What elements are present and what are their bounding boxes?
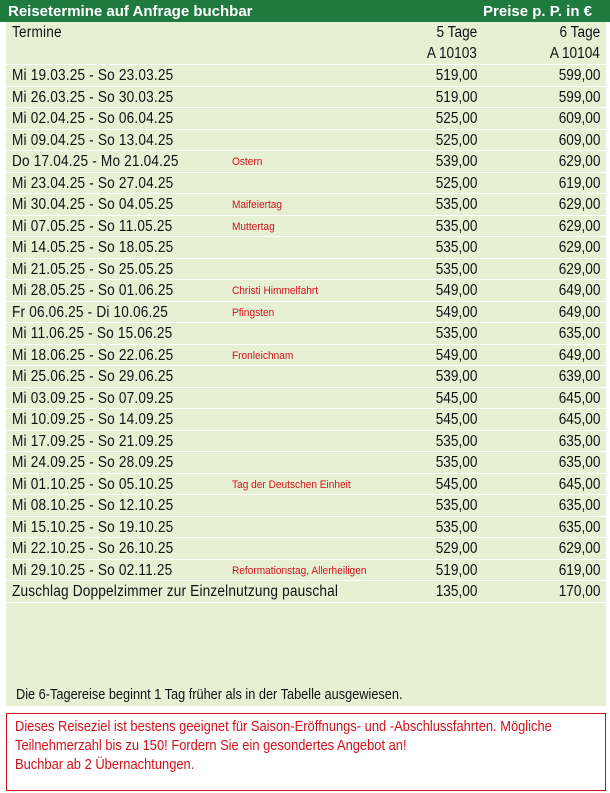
row-date-range: Mi 17.09.25 - So 21.09.25	[12, 432, 174, 450]
row-price-6-days: 629,00	[558, 239, 600, 256]
table-row	[6, 130, 606, 152]
row-price-6-days: 609,00	[558, 131, 600, 149]
row-price-5-days: 535,00	[435, 454, 477, 471]
row-price-5-days: 525,00	[435, 174, 477, 192]
row-price-5-days: 545,00	[435, 475, 477, 493]
row-date-range: Mi 08.10.25 - So 12.10.25	[12, 497, 174, 514]
row-date-range: Mi 22.10.25 - So 26.10.25	[12, 540, 174, 557]
row-price-6-days: 645,00	[558, 475, 600, 493]
table-header-bar	[0, 0, 610, 22]
row-price-6-days: 170,00	[558, 583, 600, 600]
row-date-range: Mi 11.06.25 - So 15.06.25	[12, 325, 173, 342]
row-price-6-days: 599,00	[558, 67, 600, 84]
row-price-5-days: 549,00	[435, 282, 477, 299]
table-row	[6, 194, 606, 216]
column-header-6-days: 6 Tage	[559, 24, 600, 41]
row-date-range: Mi 02.04.25 - So 06.04.25	[12, 110, 174, 127]
row-date-range: Mi 29.10.25 - So 02.11.25	[12, 561, 173, 579]
table-row	[6, 323, 606, 345]
row-price-5-days: 549,00	[435, 346, 477, 364]
row-price-5-days: 535,00	[435, 518, 477, 536]
row-holiday-note: Reformationstag, Allerheiligen	[232, 564, 367, 577]
row-holiday-note: Maifeiertag	[232, 199, 283, 211]
row-price-6-days: 629,00	[558, 196, 600, 213]
notice-line-3: Buchbar ab 2 Übernachtungen.	[15, 756, 195, 773]
table-row	[6, 173, 606, 195]
row-holiday-note: Muttertag	[232, 220, 275, 233]
notice-box	[6, 713, 606, 791]
row-price-5-days: 549,00	[435, 303, 477, 321]
row-price-6-days: 635,00	[558, 325, 600, 342]
row-price-6-days: 635,00	[558, 432, 600, 450]
row-date-range: Mi 03.09.25 - So 07.09.25	[12, 389, 174, 407]
notice-line-1: Dieses Reiseziel ist bestens geeignet für Saison-Eröffnungs- und -Abschlussfahrten. Mögliche	[15, 718, 552, 735]
table-row	[6, 452, 606, 474]
row-price-6-days: 649,00	[558, 303, 600, 321]
row-date-range: Do 17.04.25 - Mo 21.04.25	[12, 153, 179, 170]
row-date-range: Mi 23.04.25 - So 27.04.25	[12, 174, 174, 192]
column-header-5-days: 5 Tage	[436, 24, 477, 41]
row-holiday-note: Tag der Deutschen Einheit	[232, 478, 351, 491]
row-price-5-days: 135,00	[435, 583, 477, 600]
row-price-5-days: 519,00	[435, 88, 477, 106]
row-price-6-days: 609,00	[558, 110, 600, 127]
row-date-range: Mi 15.10.25 - So 19.10.25	[12, 518, 174, 536]
row-price-5-days: 519,00	[435, 561, 477, 579]
column-header-dates: Termine	[12, 24, 62, 41]
notice-line-2: Teilnehmerzahl bis zu 150! Fordern Sie ein gesondertes Angebot an!	[15, 737, 407, 754]
table-row	[6, 366, 606, 388]
row-price-5-days: 539,00	[435, 153, 477, 170]
row-price-5-days: 519,00	[435, 67, 477, 84]
row-price-5-days: 535,00	[435, 239, 477, 256]
row-price-5-days: 535,00	[435, 196, 477, 213]
table-row	[6, 581, 606, 603]
row-date-range: Fr 06.06.25 - Di 10.06.25	[12, 303, 169, 321]
table-row	[6, 431, 606, 453]
row-price-5-days: 545,00	[435, 411, 477, 428]
row-date-range: Mi 25.06.25 - So 29.06.25	[12, 368, 174, 385]
row-price-6-days: 649,00	[558, 346, 600, 364]
row-date-range: Mi 14.05.25 - So 18.05.25	[12, 239, 174, 256]
table-row	[6, 65, 606, 87]
row-date-range: Mi 10.09.25 - So 14.09.25	[12, 411, 174, 428]
header-price-label: Preise p. P. in €	[483, 2, 592, 20]
row-price-6-days: 645,00	[558, 389, 600, 407]
row-holiday-note: Christi Himmelfahrt	[232, 285, 319, 297]
table-row	[6, 538, 606, 560]
row-price-5-days: 525,00	[435, 131, 477, 149]
column-code-row	[6, 43, 606, 65]
row-price-6-days: 619,00	[558, 561, 600, 579]
row-price-6-days: 635,00	[558, 454, 600, 471]
row-price-6-days: 635,00	[558, 518, 600, 536]
footnote-text: Die 6-Tagereise beginnt 1 Tag früher als in der Tabelle ausgewiesen.	[16, 686, 403, 703]
row-price-5-days: 545,00	[435, 389, 477, 407]
header-title: Reisetermine auf Anfrage buchbar	[8, 2, 253, 20]
row-price-5-days: 535,00	[435, 260, 477, 278]
row-date-range: Mi 01.10.25 - So 05.10.25	[12, 475, 174, 493]
table-row	[6, 388, 606, 410]
row-price-6-days: 619,00	[558, 174, 600, 192]
table-row	[6, 108, 606, 130]
column-header-row	[6, 22, 606, 44]
row-date-range: Mi 19.03.25 - So 23.03.25	[12, 67, 174, 84]
table-row	[6, 517, 606, 539]
row-price-6-days: 649,00	[558, 282, 600, 299]
table-row	[6, 302, 606, 324]
table-row	[6, 151, 606, 173]
table-row	[6, 560, 606, 582]
row-price-6-days: 629,00	[558, 540, 600, 557]
table-row	[6, 345, 606, 367]
row-date-range: Mi 28.05.25 - So 01.06.25	[12, 282, 174, 299]
row-price-5-days: 535,00	[435, 217, 477, 235]
table-row	[6, 87, 606, 109]
table-row	[6, 259, 606, 281]
table-row	[6, 474, 606, 496]
table-row	[6, 409, 606, 431]
row-date-range: Mi 21.05.25 - So 25.05.25	[12, 260, 174, 278]
tour-code-6-days: A 10104	[549, 45, 600, 62]
tour-code-5-days: A 10103	[426, 45, 477, 62]
row-price-6-days: 629,00	[558, 260, 600, 278]
table-row	[6, 495, 606, 517]
row-date-range: Mi 30.04.25 - So 04.05.25	[12, 196, 174, 213]
table-row	[6, 216, 606, 238]
row-price-6-days: 635,00	[558, 497, 600, 514]
row-date-range: Mi 09.04.25 - So 13.04.25	[12, 131, 174, 149]
row-date-range: Mi 07.05.25 - So 11.05.25	[12, 217, 173, 235]
table-row	[6, 237, 606, 259]
row-price-5-days: 535,00	[435, 432, 477, 450]
table-row	[6, 280, 606, 302]
row-price-5-days: 535,00	[435, 497, 477, 514]
row-date-range: Mi 26.03.25 - So 30.03.25	[12, 88, 174, 106]
row-price-6-days: 629,00	[558, 153, 600, 170]
row-price-5-days: 539,00	[435, 368, 477, 385]
row-holiday-note: Fronleichnam	[232, 349, 294, 362]
row-date-range: Mi 24.09.25 - So 28.09.25	[12, 454, 174, 471]
row-price-6-days: 629,00	[558, 217, 600, 235]
row-price-6-days: 639,00	[558, 368, 600, 385]
row-price-6-days: 599,00	[558, 88, 600, 106]
dates-table	[6, 22, 606, 706]
row-price-5-days: 535,00	[435, 325, 477, 342]
row-holiday-note: Pfingsten	[232, 306, 275, 319]
row-holiday-note: Ostern	[232, 156, 263, 168]
row-price-5-days: 525,00	[435, 110, 477, 127]
row-date-range: Mi 18.06.25 - So 22.06.25	[12, 346, 174, 364]
row-date-range: Zuschlag Doppelzimmer zur Einzelnutzung pauschal	[12, 583, 339, 600]
row-price-6-days: 645,00	[558, 411, 600, 428]
row-price-5-days: 529,00	[435, 540, 477, 557]
